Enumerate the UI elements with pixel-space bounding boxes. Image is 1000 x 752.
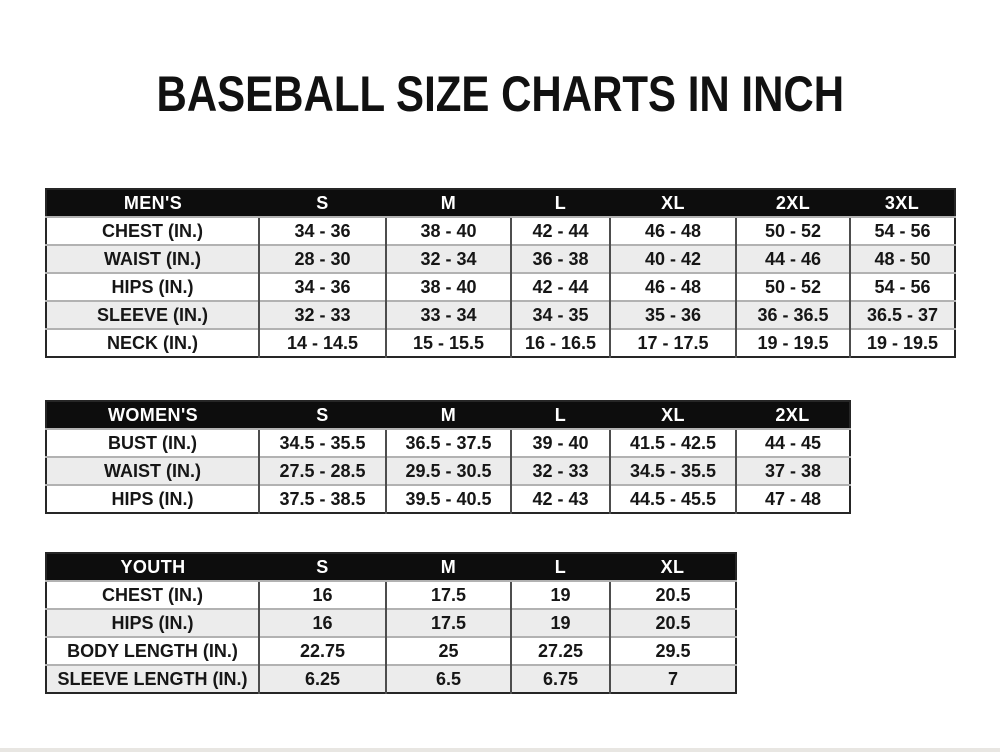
- table-row: [46, 273, 955, 301]
- size-value-cell: 6.75: [511, 665, 610, 693]
- size-value-cell: 37.5 - 38.5: [259, 485, 386, 513]
- row-label: SLEEVE LENGTH (IN.): [46, 665, 259, 693]
- size-column-header: 2XL: [736, 401, 850, 429]
- size-value-cell: 44 - 45: [736, 429, 850, 457]
- size-value-cell: 46 - 48: [610, 217, 736, 245]
- table-row: [46, 581, 736, 609]
- size-value-cell: 27.25: [511, 637, 610, 665]
- table-row: [46, 665, 736, 693]
- header-row: [46, 401, 850, 429]
- table-title-header: WOMEN'S: [46, 401, 259, 429]
- size-value-cell: 34.5 - 35.5: [610, 457, 736, 485]
- table-row: [46, 329, 955, 357]
- size-value-cell: 44.5 - 45.5: [610, 485, 736, 513]
- size-value-cell: 17.5: [386, 609, 511, 637]
- size-value-cell: 47 - 48: [736, 485, 850, 513]
- page-title-text: BASEBALL SIZE CHARTS IN INCH: [156, 66, 844, 122]
- table-row: [46, 457, 850, 485]
- size-value-cell: 38 - 40: [386, 273, 511, 301]
- size-value-cell: 42 - 43: [511, 485, 610, 513]
- size-value-cell: 19 - 19.5: [736, 329, 850, 357]
- size-value-cell: 32 - 33: [259, 301, 386, 329]
- row-label: BUST (IN.): [46, 429, 259, 457]
- size-column-header: S: [259, 401, 386, 429]
- size-value-cell: 54 - 56: [850, 217, 955, 245]
- size-value-cell: 22.75: [259, 637, 386, 665]
- size-value-cell: 20.5: [610, 609, 736, 637]
- size-value-cell: 44 - 46: [736, 245, 850, 273]
- table-row: [46, 245, 955, 273]
- size-column-header: 3XL: [850, 189, 955, 217]
- size-value-cell: 19: [511, 581, 610, 609]
- mens-size-table: [45, 188, 956, 358]
- size-column-header: XL: [610, 401, 736, 429]
- size-column-header: XL: [610, 189, 736, 217]
- size-value-cell: 40 - 42: [610, 245, 736, 273]
- size-value-cell: 41.5 - 42.5: [610, 429, 736, 457]
- table-row: [46, 637, 736, 665]
- size-column-header: 2XL: [736, 189, 850, 217]
- size-value-cell: 34 - 36: [259, 217, 386, 245]
- size-value-cell: 20.5: [610, 581, 736, 609]
- size-value-cell: 36.5 - 37: [850, 301, 955, 329]
- size-value-cell: 25: [386, 637, 511, 665]
- size-value-cell: 39.5 - 40.5: [386, 485, 511, 513]
- size-value-cell: 16: [259, 609, 386, 637]
- row-label: NECK (IN.): [46, 329, 259, 357]
- size-value-cell: 19 - 19.5: [850, 329, 955, 357]
- size-value-cell: 27.5 - 28.5: [259, 457, 386, 485]
- size-value-cell: 36 - 38: [511, 245, 610, 273]
- size-value-cell: 48 - 50: [850, 245, 955, 273]
- size-column-header: S: [259, 189, 386, 217]
- size-value-cell: 54 - 56: [850, 273, 955, 301]
- row-label: WAIST (IN.): [46, 245, 259, 273]
- size-value-cell: 50 - 52: [736, 217, 850, 245]
- size-column-header: L: [511, 401, 610, 429]
- table-row: [46, 217, 955, 245]
- size-column-header: M: [386, 189, 511, 217]
- size-value-cell: 6.25: [259, 665, 386, 693]
- size-value-cell: 42 - 44: [511, 273, 610, 301]
- header-row: [46, 553, 736, 581]
- row-label: SLEEVE (IN.): [46, 301, 259, 329]
- size-value-cell: 7: [610, 665, 736, 693]
- youth-size-table: [45, 552, 737, 694]
- size-value-cell: 42 - 44: [511, 217, 610, 245]
- size-value-cell: 34 - 35: [511, 301, 610, 329]
- size-column-header: XL: [610, 553, 736, 581]
- row-label: BODY LENGTH (IN.): [46, 637, 259, 665]
- size-value-cell: 34 - 36: [259, 273, 386, 301]
- size-value-cell: 17.5: [386, 581, 511, 609]
- table-row: [46, 429, 850, 457]
- size-value-cell: 16 - 16.5: [511, 329, 610, 357]
- size-value-cell: 15 - 15.5: [386, 329, 511, 357]
- size-value-cell: 39 - 40: [511, 429, 610, 457]
- size-value-cell: 46 - 48: [610, 273, 736, 301]
- table-row: [46, 485, 850, 513]
- size-column-header: M: [386, 401, 511, 429]
- table-title-header: YOUTH: [46, 553, 259, 581]
- size-value-cell: 29.5 - 30.5: [386, 457, 511, 485]
- size-value-cell: 38 - 40: [386, 217, 511, 245]
- size-value-cell: 33 - 34: [386, 301, 511, 329]
- row-label: HIPS (IN.): [46, 485, 259, 513]
- size-column-header: L: [511, 189, 610, 217]
- table-row: [46, 609, 736, 637]
- table-row: [46, 301, 955, 329]
- size-value-cell: 50 - 52: [736, 273, 850, 301]
- size-value-cell: 36 - 36.5: [736, 301, 850, 329]
- size-value-cell: 28 - 30: [259, 245, 386, 273]
- header-row: [46, 189, 955, 217]
- size-column-header: L: [511, 553, 610, 581]
- womens-size-table: [45, 400, 851, 514]
- size-value-cell: 29.5: [610, 637, 736, 665]
- size-value-cell: 34.5 - 35.5: [259, 429, 386, 457]
- row-label: HIPS (IN.): [46, 609, 259, 637]
- row-label: CHEST (IN.): [46, 581, 259, 609]
- size-value-cell: 17 - 17.5: [610, 329, 736, 357]
- bottom-edge-line: [0, 748, 1000, 752]
- row-label: WAIST (IN.): [46, 457, 259, 485]
- size-value-cell: 32 - 34: [386, 245, 511, 273]
- size-value-cell: 37 - 38: [736, 457, 850, 485]
- page-title: [0, 66, 1000, 122]
- size-value-cell: 35 - 36: [610, 301, 736, 329]
- size-column-header: M: [386, 553, 511, 581]
- size-column-header: S: [259, 553, 386, 581]
- size-value-cell: 6.5: [386, 665, 511, 693]
- table-title-header: MEN'S: [46, 189, 259, 217]
- row-label: CHEST (IN.): [46, 217, 259, 245]
- size-value-cell: 19: [511, 609, 610, 637]
- size-value-cell: 32 - 33: [511, 457, 610, 485]
- size-value-cell: 36.5 - 37.5: [386, 429, 511, 457]
- size-value-cell: 16: [259, 581, 386, 609]
- size-value-cell: 14 - 14.5: [259, 329, 386, 357]
- row-label: HIPS (IN.): [46, 273, 259, 301]
